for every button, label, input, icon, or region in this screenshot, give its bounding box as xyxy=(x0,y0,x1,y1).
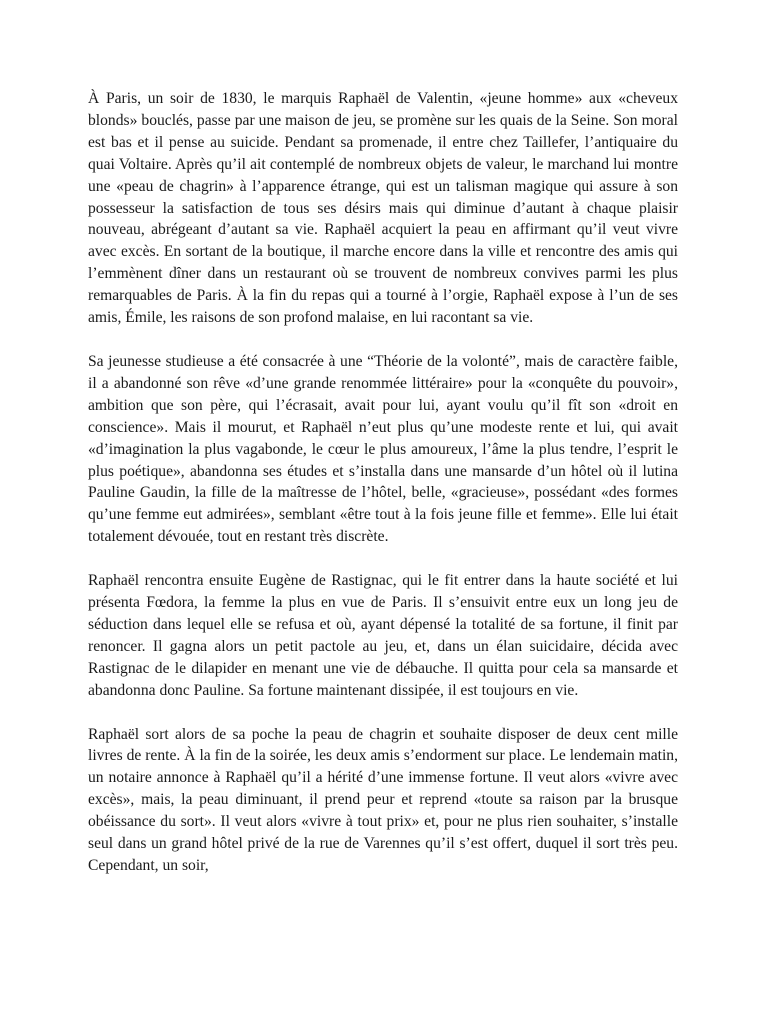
paragraph-3: Raphaël rencontra ensuite Eugène de Rastignac, qui le fit entrer dans la haute société et lui présenta Fœdora, la femme la plus en vue de Paris. Il s’ensuivit entre eux un long jeu de séduction dans lequel elle se refusa et où, ayant dépensé la totalité de sa fortune, il finit par renoncer. Il gagna alors un petit pactole au jeu, et, dans un élan suicidaire, décida avec Rastignac de le dilapider en menant une vie de débauche. Il quitta pour cela sa mansarde et abandonna donc Pauline. Sa fortune maintenant dissipée, il est toujours en vie. xyxy=(88,572,678,699)
paragraph-1: À Paris, un soir de 1830, le marquis Raphaël de Valentin, «jeune homme» aux «cheveux blonds» bouclés, passe par une maison de jeu, se promène sur les quais de la Seine. Son moral est bas et il pense au suicide. Pendant sa promenade, il entre chez Taillefer, l’antiquaire du quai Voltaire. Après qu’il ait contemplé de nombreux objets de valeur, le marchand lui montre une «peau de chagrin» à l’apparence étrange, qui est un talisman magique qui assure à son possesseur la satisfaction de tous ses désirs mais qui diminue d’autant à chaque plaisir nouveau, abrégeant d’autant sa vie. Raphaël acquiert la peau en affirmant qu’il veut vivre avec excès. En sortant de la boutique, il marche encore dans la ville et rencontre des amis qui l’emmènent dîner dans un restaurant où se trouvent de nombreux convives parmi les plus remarquables de Paris. À la fin du repas qui a tourné à l’orgie, Raphaël expose à l’un de ses amis, Émile, les raisons de son profond malaise, en lui racontant sa vie. xyxy=(88,90,678,327)
document-body xyxy=(88,88,678,877)
paragraph-4: Raphaël sort alors de sa poche la peau de chagrin et souhaite disposer de deux cent mille livres de rente. À la fin de la soirée, les deux amis s’endorment sur place. Le lendemain matin, un notaire annonce à Raphaël qu’il a hérité d’une immense fortune. Il veut alors «vivre avec excès», mais, la peau diminuant, il prend peur et reprend «toute sa raison par la brusque obéissance du sort». Il veut alors «vivre à tout prix» et, pour ne plus rien souhaiter, s’installe seul dans un grand hôtel privé de la rue de Varennes qu’il s’est offert, duquel il sort très peu. Cependant, un soir, xyxy=(88,725,678,874)
paragraph-2: Sa jeunesse studieuse a été consacrée à une “Théorie de la volonté”, mais de caractère faible, il a abandonné son rêve «d’une grande renommée littéraire» pour la «conquête du pouvoir», ambition que son père, qui l’écrasait, avait pour lui, ayant voulu qu’il fît son «droit en conscience». Mais il mourut, et Raphaël n’eut plus qu’une modeste rente et lui, qui avait «d’imagination la plus vagabonde, le cœur le plus amoureux, l’âme la plus tendre, l’esprit le plus poétique», abandonna ses études et s’installa dans une mansarde d’un hôtel où il lutina Pauline Gaudin, la fille de la maîtresse de l’hôtel, belle, «gracieuse», possédant «des formes qu’une femme eut admirées», semblant «être tout à la fois jeune fille et femme». Elle lui était totalement dévouée, tout en restant très discrète. xyxy=(88,352,678,546)
